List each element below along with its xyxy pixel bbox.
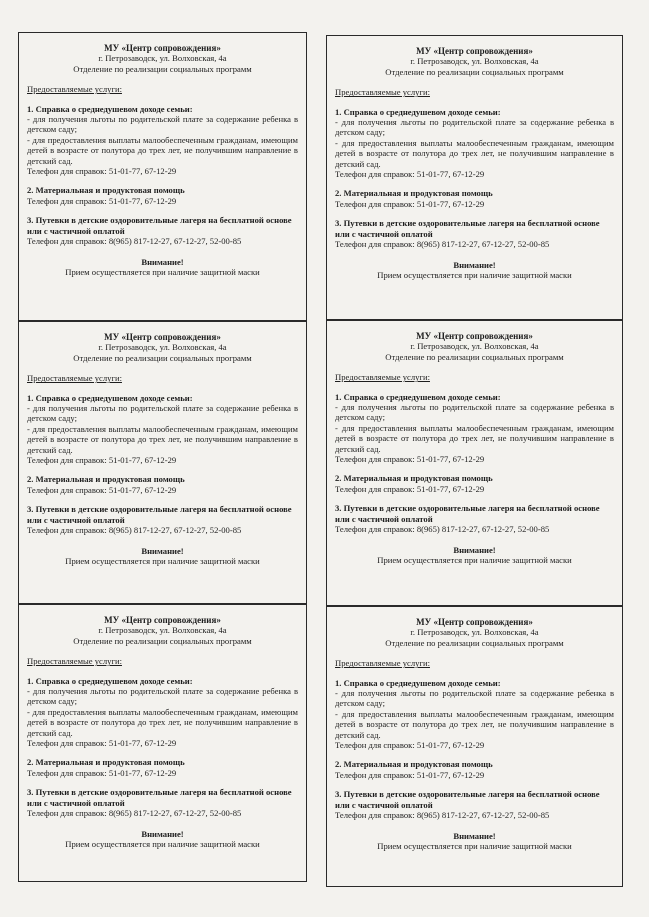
mask-notice: Прием осуществляется при наличие защитной маски [377,269,572,280]
leaflet-header [335,46,614,77]
service-1-item-1: - для получения льготы по родительской плате за содержание ребенка в детском саду; [335,688,614,709]
attention-heading: Внимание! [453,544,496,555]
mask-notice: Прием осуществляется при наличие защитной маски [377,840,572,851]
service-1-item-2: - для предоставления выплаты малообеспеченным гражданам, имеющим детей в возрасте от полутора до трех лет, не получившим направление в детский сад. [335,137,614,169]
organization-address: г. Петрозаводск, ул. Волховская, 4а [410,341,539,352]
service-2-title: 2. Материальная и продуктовая помощь [335,188,493,199]
service-1-item-1: - для получения льготы по родительской плате за содержание ребенка в детском саду; [27,114,298,135]
service-1-title: 1. Справка о среднедушевом доходе семьи: [27,103,193,114]
service-2-title: 2. Материальная и продуктовая помощь [27,757,185,768]
leaflet-card-3 [18,604,307,882]
service-3-title: 3. Путевки в детские оздоровительные лагеря на бесплатной основе или с частичной оплатой [27,215,292,236]
attention-heading: Внимание! [141,256,184,267]
organization-name: МУ «Центр сопровождения» [104,615,221,625]
leaflet-card-1 [18,32,307,321]
service-1-phone: Телефон для справок: 51-01-77, 67-12-29 [335,740,485,751]
service-1-item-2: - для предоставления выплаты малообеспеченным гражданам, имеющим детей в возрасте от полутора до трех лет, не получившим направление в детский сад. [27,134,298,166]
service-2-phone: Телефон для справок: 51-01-77, 67-12-29 [27,195,177,206]
service-1-title: 1. Справка о среднедушевом доходе семьи: [27,675,193,686]
mask-notice: Прием осуществляется при наличие защитной маски [65,838,260,849]
leaflet-card-2 [18,321,307,604]
service-3-phone: Телефон для справок: 8(965) 817-12-27, 67-12-27, 52-00-85 [27,236,242,247]
department-name: Отделение по реализации социальных программ [73,352,252,363]
service-3-phone: Телефон для справок: 8(965) 817-12-27, 67-12-27, 52-00-85 [335,239,550,250]
service-3-title: 3. Путевки в детские оздоровительные лагеря на бесплатной основе или с частичной оплатой [27,504,292,525]
services-title: Предоставляемые услуги: [27,84,122,95]
services-title: Предоставляемые услуги: [27,373,122,384]
service-2-title: 2. Материальная и продуктовая помощь [335,473,493,484]
service-1-item-2: - для предоставления выплаты малообеспеченным гражданам, имеющим детей в возрасте от полутора до трех лет, не получившим направление в детский сад. [335,422,614,454]
attention-heading: Внимание! [141,545,184,556]
service-3-phone: Телефон для справок: 8(965) 817-12-27, 67-12-27, 52-00-85 [335,524,550,535]
attention-heading: Внимание! [453,259,496,270]
service-1-phone: Телефон для справок: 51-01-77, 67-12-29 [27,738,177,749]
leaflet-header [27,332,298,363]
service-1-title: 1. Справка о среднедушевом доходе семьи: [335,677,501,688]
organization-address: г. Петрозаводск, ул. Волховская, 4а [410,56,539,67]
service-1-item-2: - для предоставления выплаты малообеспеченным гражданам, имеющим детей в возрасте от полутора до трех лет, не получившим направление в детский сад. [27,423,298,455]
service-1-item-1: - для получения льготы по родительской плате за содержание ребенка в детском саду; [335,117,614,138]
service-2-title: 2. Материальная и продуктовая помощь [27,474,185,485]
service-2-title: 2. Материальная и продуктовая помощь [335,759,493,770]
service-1-item-1: - для получения льготы по родительской плате за содержание ребенка в детском саду; [335,402,614,423]
service-1-title: 1. Справка о среднедушевом доходе семьи: [335,106,501,117]
service-1-item-1: - для получения льготы по родительской плате за содержание ребенка в детском саду; [27,403,298,424]
service-1-item-2: - для предоставления выплаты малообеспеченным гражданам, имеющим детей в возрасте от полутора до трех лет, не получившим направление в детский сад. [27,706,298,738]
service-1-title: 1. Справка о среднедушевом доходе семьи: [27,392,193,403]
mask-notice: Прием осуществляется при наличие защитной маски [377,554,572,565]
service-3-title: 3. Путевки в детские оздоровительные лагеря на бесплатной основе или с частичной оплатой [335,503,600,524]
service-2-phone: Телефон для справок: 51-01-77, 67-12-29 [27,767,177,778]
organization-address: г. Петрозаводск, ул. Волховская, 4а [98,625,227,636]
service-1-title: 1. Справка о среднедушевом доходе семьи: [335,391,501,402]
department-name: Отделение по реализации социальных программ [73,635,252,646]
service-2-phone: Телефон для справок: 51-01-77, 67-12-29 [27,484,177,495]
mask-notice: Прием осуществляется при наличие защитной маски [65,266,260,277]
service-3-title: 3. Путевки в детские оздоровительные лагеря на бесплатной основе или с частичной оплатой [335,789,600,810]
organization-address: г. Петрозаводск, ул. Волховская, 4а [98,342,227,353]
leaflet-header [335,617,614,648]
service-3-phone: Телефон для справок: 8(965) 817-12-27, 67-12-27, 52-00-85 [335,810,550,821]
service-3-title: 3. Путевки в детские оздоровительные лагеря на бесплатной основе или с частичной оплатой [27,787,292,808]
leaflet-header [335,331,614,362]
services-title: Предоставляемые услуги: [335,658,430,669]
attention-heading: Внимание! [453,830,496,841]
leaflet-card-4 [326,35,623,320]
service-2-phone: Телефон для справок: 51-01-77, 67-12-29 [335,483,485,494]
service-1-item-2: - для предоставления выплаты малообеспеченным гражданам, имеющим детей в возрасте от полутора до трех лет, не получившим направление в детский сад. [335,708,614,740]
attention-heading: Внимание! [141,828,184,839]
organization-name: МУ «Центр сопровождения» [416,331,533,341]
leaflet-header [27,43,298,74]
service-2-title: 2. Материальная и продуктовая помощь [27,185,185,196]
service-3-title: 3. Путевки в детские оздоровительные лагеря на бесплатной основе или с частичной оплатой [335,218,600,239]
service-2-phone: Телефон для справок: 51-01-77, 67-12-29 [335,769,485,780]
mask-notice: Прием осуществляется при наличие защитной маски [65,555,260,566]
organization-name: МУ «Центр сопровождения» [416,617,533,627]
service-1-phone: Телефон для справок: 51-01-77, 67-12-29 [335,454,485,465]
department-name: Отделение по реализации социальных программ [73,63,252,74]
services-title: Предоставляемые услуги: [335,372,430,383]
service-1-phone: Телефон для справок: 51-01-77, 67-12-29 [335,169,485,180]
leaflet-card-5 [326,320,623,606]
organization-name: МУ «Центр сопровождения» [416,46,533,56]
service-1-phone: Телефон для справок: 51-01-77, 67-12-29 [27,455,177,466]
services-title: Предоставляемые услуги: [335,87,430,98]
organization-address: г. Петрозаводск, ул. Волховская, 4а [98,53,227,64]
organization-name: МУ «Центр сопровождения» [104,43,221,53]
leaflet-header [27,615,298,646]
leaflet-card-6 [326,606,623,887]
organization-address: г. Петрозаводск, ул. Волховская, 4а [410,627,539,638]
service-1-item-1: - для получения льготы по родительской плате за содержание ребенка в детском саду; [27,686,298,707]
department-name: Отделение по реализации социальных программ [385,66,564,77]
service-1-phone: Телефон для справок: 51-01-77, 67-12-29 [27,166,177,177]
department-name: Отделение по реализации социальных программ [385,351,564,362]
services-title: Предоставляемые услуги: [27,656,122,667]
service-3-phone: Телефон для справок: 8(965) 817-12-27, 67-12-27, 52-00-85 [27,525,242,536]
department-name: Отделение по реализации социальных программ [385,637,564,648]
service-3-phone: Телефон для справок: 8(965) 817-12-27, 67-12-27, 52-00-85 [27,808,242,819]
organization-name: МУ «Центр сопровождения» [104,332,221,342]
service-2-phone: Телефон для справок: 51-01-77, 67-12-29 [335,198,485,209]
